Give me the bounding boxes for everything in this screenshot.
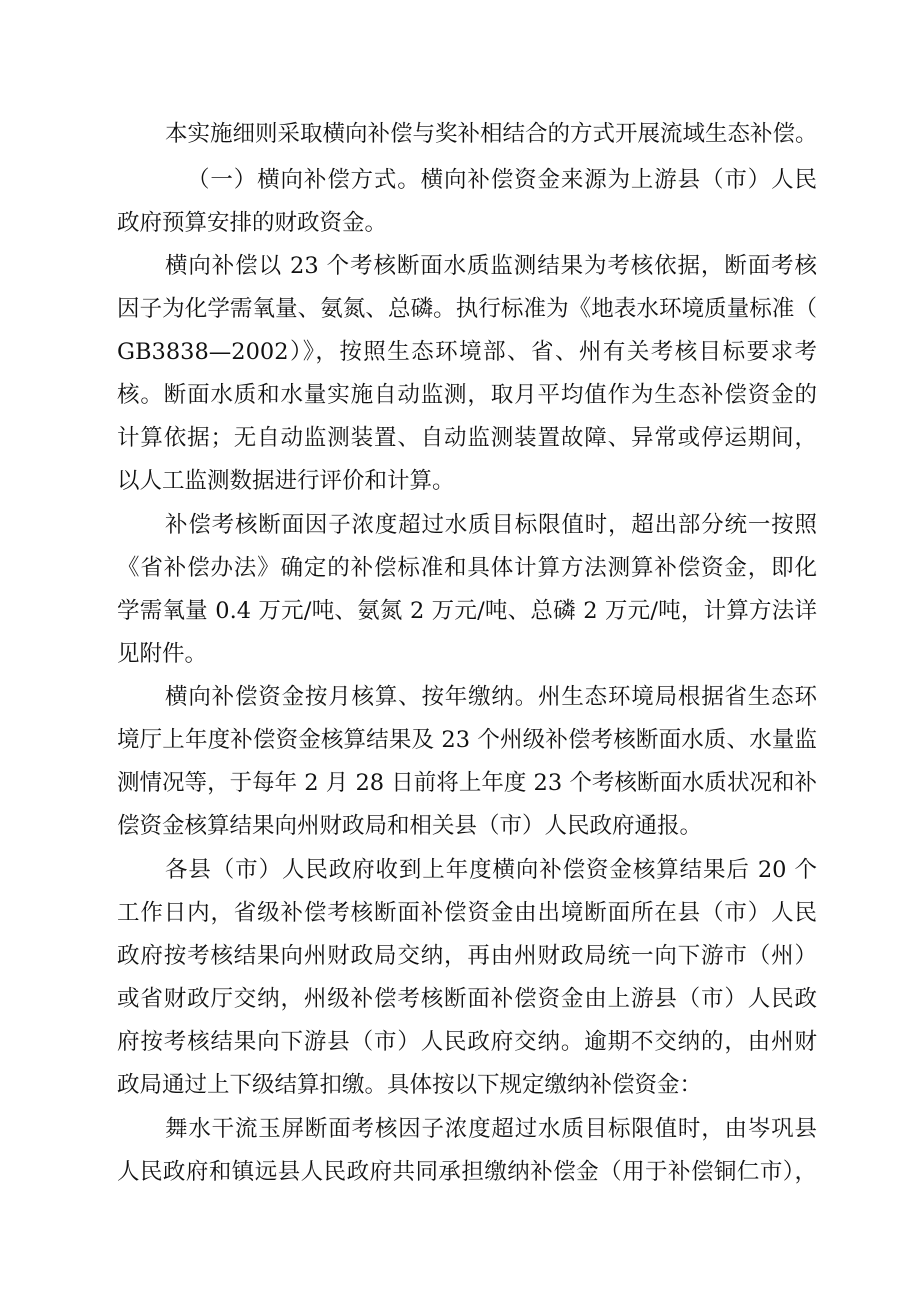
paragraph-line: 测情况等，于每年 2 月 28 日前将上年度 23 个考核断面水质状况和补 [117,770,817,796]
paragraph-line: 政局通过上下级结算扣缴。具体按以下规定缴纳补偿资金： [117,1072,703,1098]
paragraph-line: 偿资金核算结果向州财政局和相关县（市）人民政府通报。 [117,813,703,839]
paragraph-line: GB3838—2002）》，按照生态环境部、省、州有关考核目标要求考 [117,339,817,365]
paragraph-line: 学需氧量 0.4 万元/吨、氨氮 2 万元/吨、总磷 2 万元/吨，计算方法详 [117,598,817,624]
paragraph-line: 工作日内，省级补偿考核断面补偿资金由出境断面所在县（市）人民 [117,900,817,926]
paragraph-line: 横向补偿以 23 个考核断面水质监测结果为考核依据，断面考核 [165,253,817,279]
paragraph-line: 以人工监测数据进行评价和计算。 [117,468,455,494]
paragraph-line: 境厅上年度补偿资金核算结果及 23 个州级补偿考核断面水质、水量监 [117,727,817,753]
paragraph-line: 或省财政厅交纳，州级补偿考核断面补偿资金由上游县（市）人民政 [117,986,817,1012]
paragraph-line: 各县（市）人民政府收到上年度横向补偿资金核算结果后 20 个 [165,857,817,883]
paragraph-line: 政府按考核结果向州财政局交纳，再由州财政局统一向下游市（州） [117,943,817,969]
paragraph-line: 计算依据；无自动监测装置、自动监测装置故障、异常或停运期间， [117,425,817,451]
paragraph-line: 府按考核结果向下游县（市）人民政府交纳。逾期不交纳的，由州财 [117,1029,817,1055]
paragraph-line: 政府预算安排的财政资金。 [117,210,388,236]
paragraph-line: 补偿考核断面因子浓度超过水质目标限值时，超出部分统一按照 [165,512,817,538]
paragraph-line: 因子为化学需氧量、氨氮、总磷。执行标准为《地表水环境质量标准（ [117,296,817,322]
paragraph-line: 人民政府和镇远县人民政府共同承担缴纳补偿金（用于补偿铜仁市）， [117,1159,817,1185]
paragraph-line: 本实施细则采取横向补偿与奖补相结合的方式开展流域生态补偿。 [165,121,818,147]
paragraph-line: 见附件。 [117,641,208,667]
paragraph-line: 横向补偿资金按月核算、按年缴纳。州生态环境局根据省生态环 [165,684,817,710]
paragraph-line: 核。断面水质和水量实施自动监测，取月平均值作为生态补偿资金的 [117,382,817,408]
paragraph-line: 舞水干流玉屏断面考核因子浓度超过水质目标限值时，由岑巩县 [165,1116,817,1142]
paragraph-line: （一）横向补偿方式。横向补偿资金来源为上游县（市）人民 [187,167,817,193]
paragraph-line: 《省补偿办法》确定的补偿标准和具体计算方法测算补偿资金，即化 [117,555,817,581]
